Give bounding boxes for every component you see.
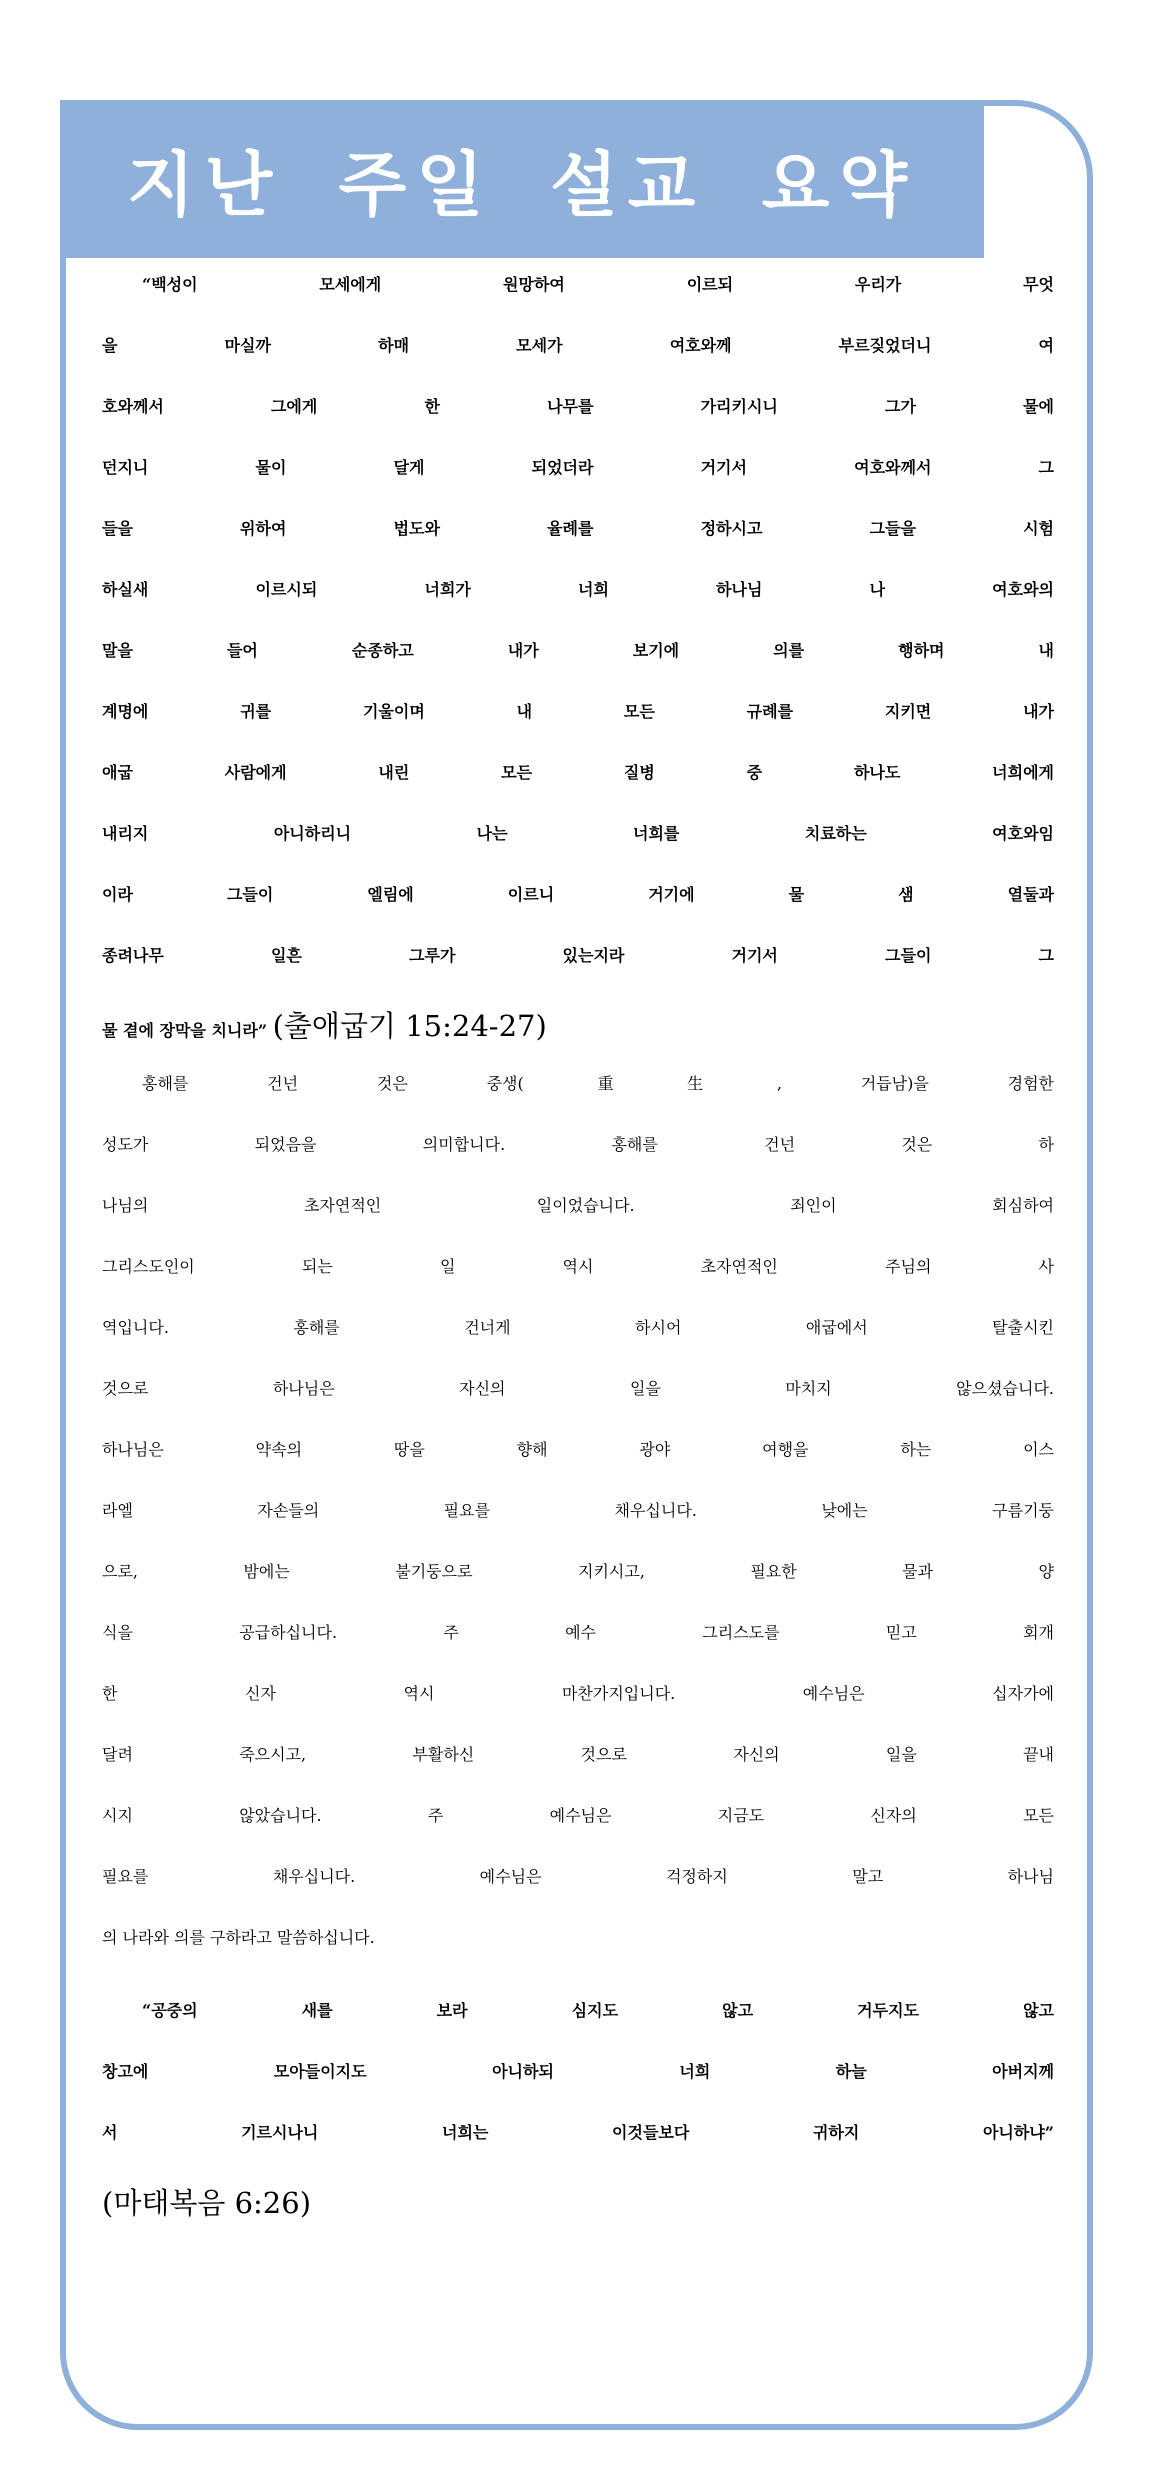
scripture-reference: (마태복음 6:26)	[102, 2186, 312, 2220]
body-line: 필요를 채우십니다. 예수님은 걱정하지 말고 하나님	[102, 1867, 1054, 1886]
body-line: 달려 죽으시고, 부활하신 것으로 자신의 일을 끝내	[102, 1745, 1054, 1764]
scripture-line: 종려나무 일흔 그루가 있는지라 거기서 그들이 그	[102, 946, 1054, 965]
scripture-last-line	[102, 1004, 1054, 1065]
body-line: 성도가 되었음을 의미합니다. 홍해를 건넌 것은 하	[102, 1135, 1054, 1154]
scripture-line: 서 기르시나니 너희는 이것들보다 귀하지 아니하냐”	[102, 2123, 1054, 2142]
body-line: 라엘 자손들의 필요를 채우십니다. 낮에는 구름기둥	[102, 1501, 1054, 1520]
title-banner	[60, 100, 984, 258]
body-line: 홍해를 건넌 것은 중생(重生, 거듭남)을 경험한	[142, 1074, 1054, 1093]
scripture-line: 을 마실까 하매 모세가 여호와께 부르짖었더니 여	[102, 336, 1054, 355]
body-line: 식을 공급하십니다. 주 예수 그리스도를 믿고 회개	[102, 1623, 1054, 1642]
scripture-reference: (출애굽기 15:24-27)	[272, 1009, 547, 1043]
scripture-line: 계명에 귀를 기울이며 내 모든 규례를 지키면 내가	[102, 702, 1054, 721]
body-line: 하나님은 약속의 땅을 향해 광야 여행을 하는 이스	[102, 1440, 1054, 1459]
scripture-line: 애굽 사람에게 내린 모든 질병 중 하나도 너희에게	[102, 763, 1054, 782]
body-line: 으로, 밤에는 불기둥으로 지키시고, 필요한 물과 양	[102, 1562, 1054, 1581]
body-line: 시지 않았습니다. 주 예수님은 지금도 신자의 모든	[102, 1806, 1054, 1825]
scripture-line: “공중의 새를 보라 심지도 않고 거두지도 않고	[142, 2001, 1054, 2020]
scripture-line: 말을 들어 순종하고 내가 보기에 의를 행하며 내	[102, 641, 1054, 660]
scripture-line: 던지니 물이 달게 되었더라 거기서 여호와께서 그	[102, 458, 1054, 477]
scripture-line: 하실새 이르시되 너희가 너희 하나님 나 여호와의	[102, 580, 1054, 599]
body-line: 역입니다. 홍해를 건너게 하시어 애굽에서 탈출시킨	[102, 1318, 1054, 1337]
sermon-content	[102, 272, 1054, 2242]
body-line: 그리스도인이 되는 일 역시 초자연적인 주님의 사	[102, 1257, 1054, 1276]
scripture-quote-matthew	[102, 1998, 1054, 2181]
body-line: 한 신자 역시 마찬가지입니다. 예수님은 십자가에	[102, 1684, 1054, 1703]
body-line: 나님의 초자연적인 일이었습니다. 죄인이 회심하여	[102, 1196, 1054, 1215]
scripture-line: 이라 그들이 엘림에 이르니 거기에 물 샘 열둘과	[102, 885, 1054, 904]
scripture-line: “백성이 모세에게 원망하여 이르되 우리가 무엇	[142, 275, 1054, 294]
scripture-line: 창고에 모아들이지도 아니하되 너희 하늘 아버지께	[102, 2062, 1054, 2081]
scripture-line: 호와께서 그에게 한 나무를 가리키시니 그가 물에	[102, 397, 1054, 416]
scripture-line: 물 곁에 장막을 치니라”	[102, 1021, 268, 1040]
scripture-quote-exodus	[102, 272, 1054, 1065]
page-title: 지난 주일 설교 요약	[126, 143, 918, 226]
scripture-line: 내리지 아니하리니 나는 너희를 치료하는 여호와임	[102, 824, 1054, 843]
body-line: 것으로 하나님은 자신의 일을 마치지 않으셨습니다.	[102, 1379, 1054, 1398]
scripture-line: 들을 위하여 법도와 율례를 정하시고 그들을 시험	[102, 519, 1054, 538]
body-line: 의 나라와 의를 구하라고 말씀하십니다.	[102, 1928, 375, 1947]
sermon-body-paragraph	[102, 1071, 1054, 1986]
